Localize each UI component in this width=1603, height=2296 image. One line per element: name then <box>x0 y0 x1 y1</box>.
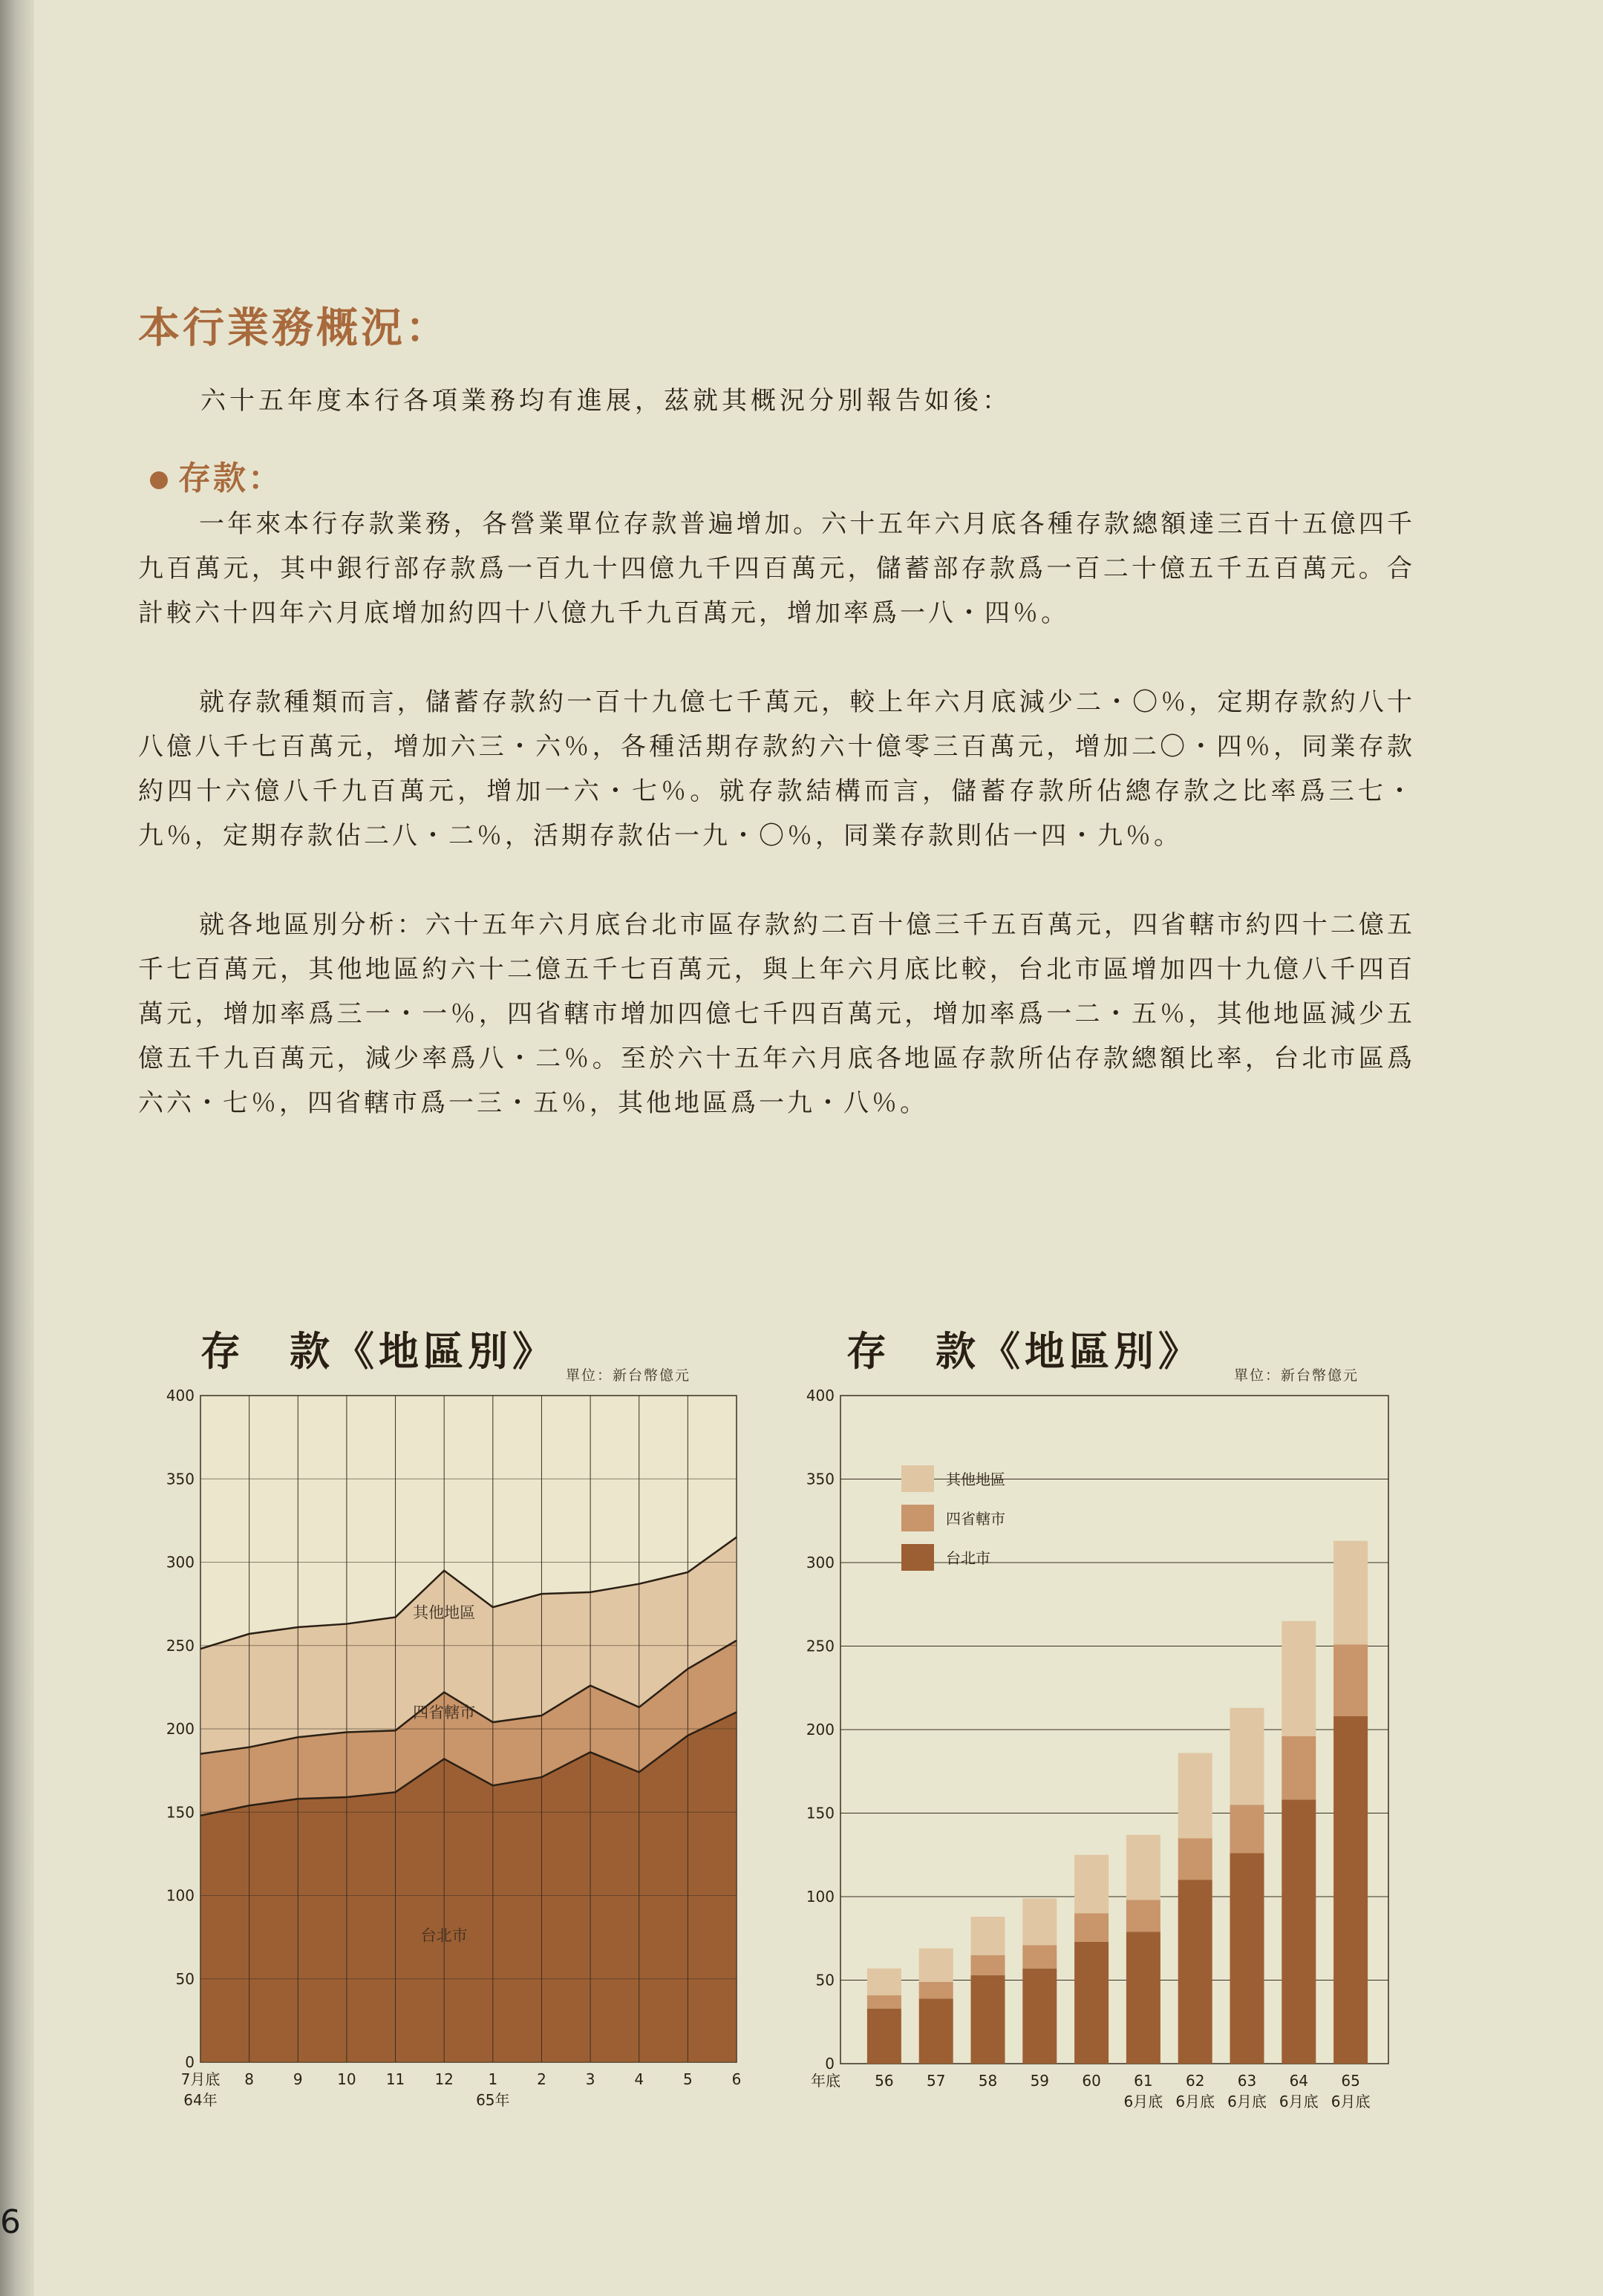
bar-provincial <box>1022 1945 1057 1969</box>
chart2-xtick-label: 61 <box>1134 2072 1153 2090</box>
series-label-other: 其他地區 <box>413 1603 476 1622</box>
bar-taipei <box>1126 1932 1160 2064</box>
legend-swatch <box>901 1544 934 1571</box>
bar-provincial <box>1333 1644 1368 1716</box>
bar-taipei <box>1022 1969 1057 2064</box>
bar-other <box>1333 1541 1368 1645</box>
chart1-ytick-label: 100 <box>166 1886 195 1905</box>
chart2-title: 存 款《地區別》 <box>846 1328 1203 1375</box>
paragraph-deposit-regions: 就各地區別分析：六十五年六月底台北市區存款約二百十億三千五百萬元，四省轄市約四十二億五千七百萬元，其他地區約六十二億五千七百萬元，與上年六月底比較，台北市區增加四十九億八千四百萬元，增加率爲三一・一％，四省轄市增加四億七千四百萬元，增加率爲一二・五％，其他地區減少五億五千九百萬元，減少率爲八・二％。至於六十五年六月底各地區存款所佔存款總額比率，台北市區爲六六・七％，四省轄市爲一三・五％，其他地區爲一九・八％。 <box>138 910 1415 1118</box>
chart2-xtick-sublabel: 6月底 <box>1175 2093 1215 2110</box>
series-label-provincial: 四省轄市 <box>413 1704 476 1722</box>
bar-taipei <box>971 1975 1005 2064</box>
paragraph-deposit-types: 就存款種類而言，儲蓄存款約一百十九億七千萬元，較上年六月底減少二・〇％，定期存款約八十八億八千七百萬元，增加六三・六％，各種活期存款約六十億零三百萬元，增加二〇・四％，同業存款約四十六億八千九百萬元，增加一六・七％。就存款結構而言，儲蓄存款所佔總存款之比率爲三七・九％，定期存款佔二八・二％，活期存款佔一九・〇％，同業存款則佔一四・九％。 <box>138 687 1415 851</box>
section-heading <box>150 451 283 499</box>
legend-label: 其他地區 <box>946 1471 1005 1488</box>
bar-provincial <box>919 1982 953 1999</box>
series-label-taipei: 台北市 <box>420 1926 468 1945</box>
chart1-xtick-label: 10 <box>337 2070 356 2088</box>
bar-taipei <box>919 1998 953 2064</box>
chart2-xtick-label: 60 <box>1082 2072 1101 2090</box>
chart1-ytick-label: 250 <box>166 1636 195 1655</box>
chart1-ytick-label: 300 <box>166 1553 195 1571</box>
bar-taipei <box>1230 1854 1264 2064</box>
chart1-xtick-label: 12 <box>434 2070 454 2088</box>
chart2-xtick-sublabel: 6月底 <box>1279 2093 1319 2110</box>
chart2-ytick-label: 400 <box>806 1387 835 1404</box>
bar-taipei <box>1333 1716 1368 2064</box>
bar-other <box>867 1969 901 1995</box>
chart1-title: 存 款《地區別》 <box>200 1328 557 1375</box>
book-spine-shadow <box>0 0 34 2296</box>
chart2-unit: 單位：新台幣億元 <box>1234 1367 1359 1384</box>
bar-other <box>971 1917 1005 1955</box>
chart2-xtick-sublabel: 6月底 <box>1331 2093 1371 2110</box>
bar-taipei <box>1282 1800 1316 2064</box>
bar-provincial <box>1126 1900 1160 1932</box>
section-title: 存款： <box>178 459 283 497</box>
chart2-xtick-label: 64 <box>1289 2072 1309 2090</box>
bar-other <box>919 1949 953 1982</box>
chart1-xtick-label: 5 <box>682 2070 693 2088</box>
legend-swatch <box>901 1465 934 1492</box>
chart2-ytick-label: 0 <box>825 2055 835 2073</box>
chart2-ytick-label: 50 <box>815 1971 835 1989</box>
bar-other <box>1282 1621 1316 1736</box>
chart2-ytick-label: 200 <box>806 1721 835 1739</box>
chart1-xtick-label: 2 <box>537 2070 546 2088</box>
chart2-ytick-label: 250 <box>806 1637 835 1655</box>
chart2-xtick-label: 65 <box>1341 2072 1360 2090</box>
chart1-ytick-label: 150 <box>166 1803 195 1822</box>
chart2-xtick-label: 59 <box>1030 2072 1050 2090</box>
bullet-icon <box>150 471 168 489</box>
chart1-xtick-sublabel: 64年 <box>183 2091 218 2109</box>
legend-swatch <box>901 1505 934 1531</box>
chart2-xtick-sublabel: 6月底 <box>1227 2093 1267 2110</box>
paragraph-deposits-total: 一年來本行存款業務，各營業單位存款普遍增加。六十五年六月底各種存款總額達三百十五億四千九百萬元，其中銀行部存款爲一百九十四億九千四百萬元，儲蓄部存款爲一百二十億五千五百萬元。合計較六十四年六月底增加約四十八億九千九百萬元，增加率爲一八・四％。 <box>138 509 1415 628</box>
chart2-xtick-label: 57 <box>926 2072 946 2090</box>
chart2-x-prefix: 年底 <box>811 2072 840 2090</box>
page-title: 本行業務概況： <box>138 304 450 353</box>
bar-other <box>1126 1835 1160 1900</box>
bar-provincial <box>867 1995 901 2009</box>
chart1-xtick-label: 7月底 <box>180 2070 221 2088</box>
bar-other <box>1074 1855 1109 1914</box>
chart1-xtick-label: 11 <box>385 2070 405 2088</box>
chart1-xtick-sublabel: 65年 <box>476 2091 510 2109</box>
bar-other <box>1022 1898 1057 1945</box>
intro-text: 六十五年度本行各項業務均有進展，茲就其概況分別報告如後： <box>200 386 1011 416</box>
bar-provincial <box>1178 1838 1212 1880</box>
legend-label: 台北市 <box>946 1549 990 1567</box>
chart2-ytick-label: 300 <box>806 1554 835 1571</box>
legend-label: 四省轄市 <box>946 1510 1005 1528</box>
bar-taipei <box>867 2009 901 2064</box>
chart2-xtick-label: 58 <box>978 2072 998 2090</box>
bar-taipei <box>1178 1880 1212 2064</box>
bar-provincial <box>1230 1805 1264 1853</box>
chart1-ytick-label: 400 <box>166 1387 195 1404</box>
chart1-ytick-label: 200 <box>166 1720 195 1738</box>
chart1-xtick-label: 1 <box>488 2070 498 2088</box>
chart1-ytick-label: 0 <box>185 2053 195 2071</box>
chart2-ytick-label: 350 <box>806 1470 835 1488</box>
chart1-xtick-label: 6 <box>731 2070 742 2088</box>
chart2-xtick-label: 62 <box>1185 2072 1205 2090</box>
chart2-ytick-label: 150 <box>806 1804 835 1822</box>
area-chart-by-region <box>141 1381 765 2130</box>
chart1-unit: 單位：新台幣億元 <box>566 1367 691 1384</box>
chart1-xtick-label: 4 <box>634 2070 644 2088</box>
chart1-xtick-label: 3 <box>585 2070 595 2088</box>
bar-provincial <box>1282 1736 1316 1800</box>
bar-taipei <box>1074 1942 1109 2064</box>
chart2-ytick-label: 100 <box>806 1888 835 1906</box>
chart2-xtick-label: 56 <box>875 2072 894 2090</box>
chart1-ytick-label: 350 <box>166 1470 195 1488</box>
bar-other <box>1230 1708 1264 1805</box>
stacked-bar-chart-by-region <box>802 1381 1544 2130</box>
chart2-xtick-sublabel: 6月底 <box>1123 2093 1163 2110</box>
bar-provincial <box>971 1955 1005 1975</box>
chart2-xtick-label: 63 <box>1237 2072 1257 2090</box>
page-number: 6 <box>0 2203 21 2241</box>
chart1-xtick-label: 8 <box>244 2070 255 2088</box>
chart1-xtick-label: 9 <box>293 2070 303 2088</box>
bar-provincial <box>1074 1914 1109 1942</box>
chart1-ytick-label: 50 <box>175 1969 195 1988</box>
bar-other <box>1178 1753 1212 1839</box>
